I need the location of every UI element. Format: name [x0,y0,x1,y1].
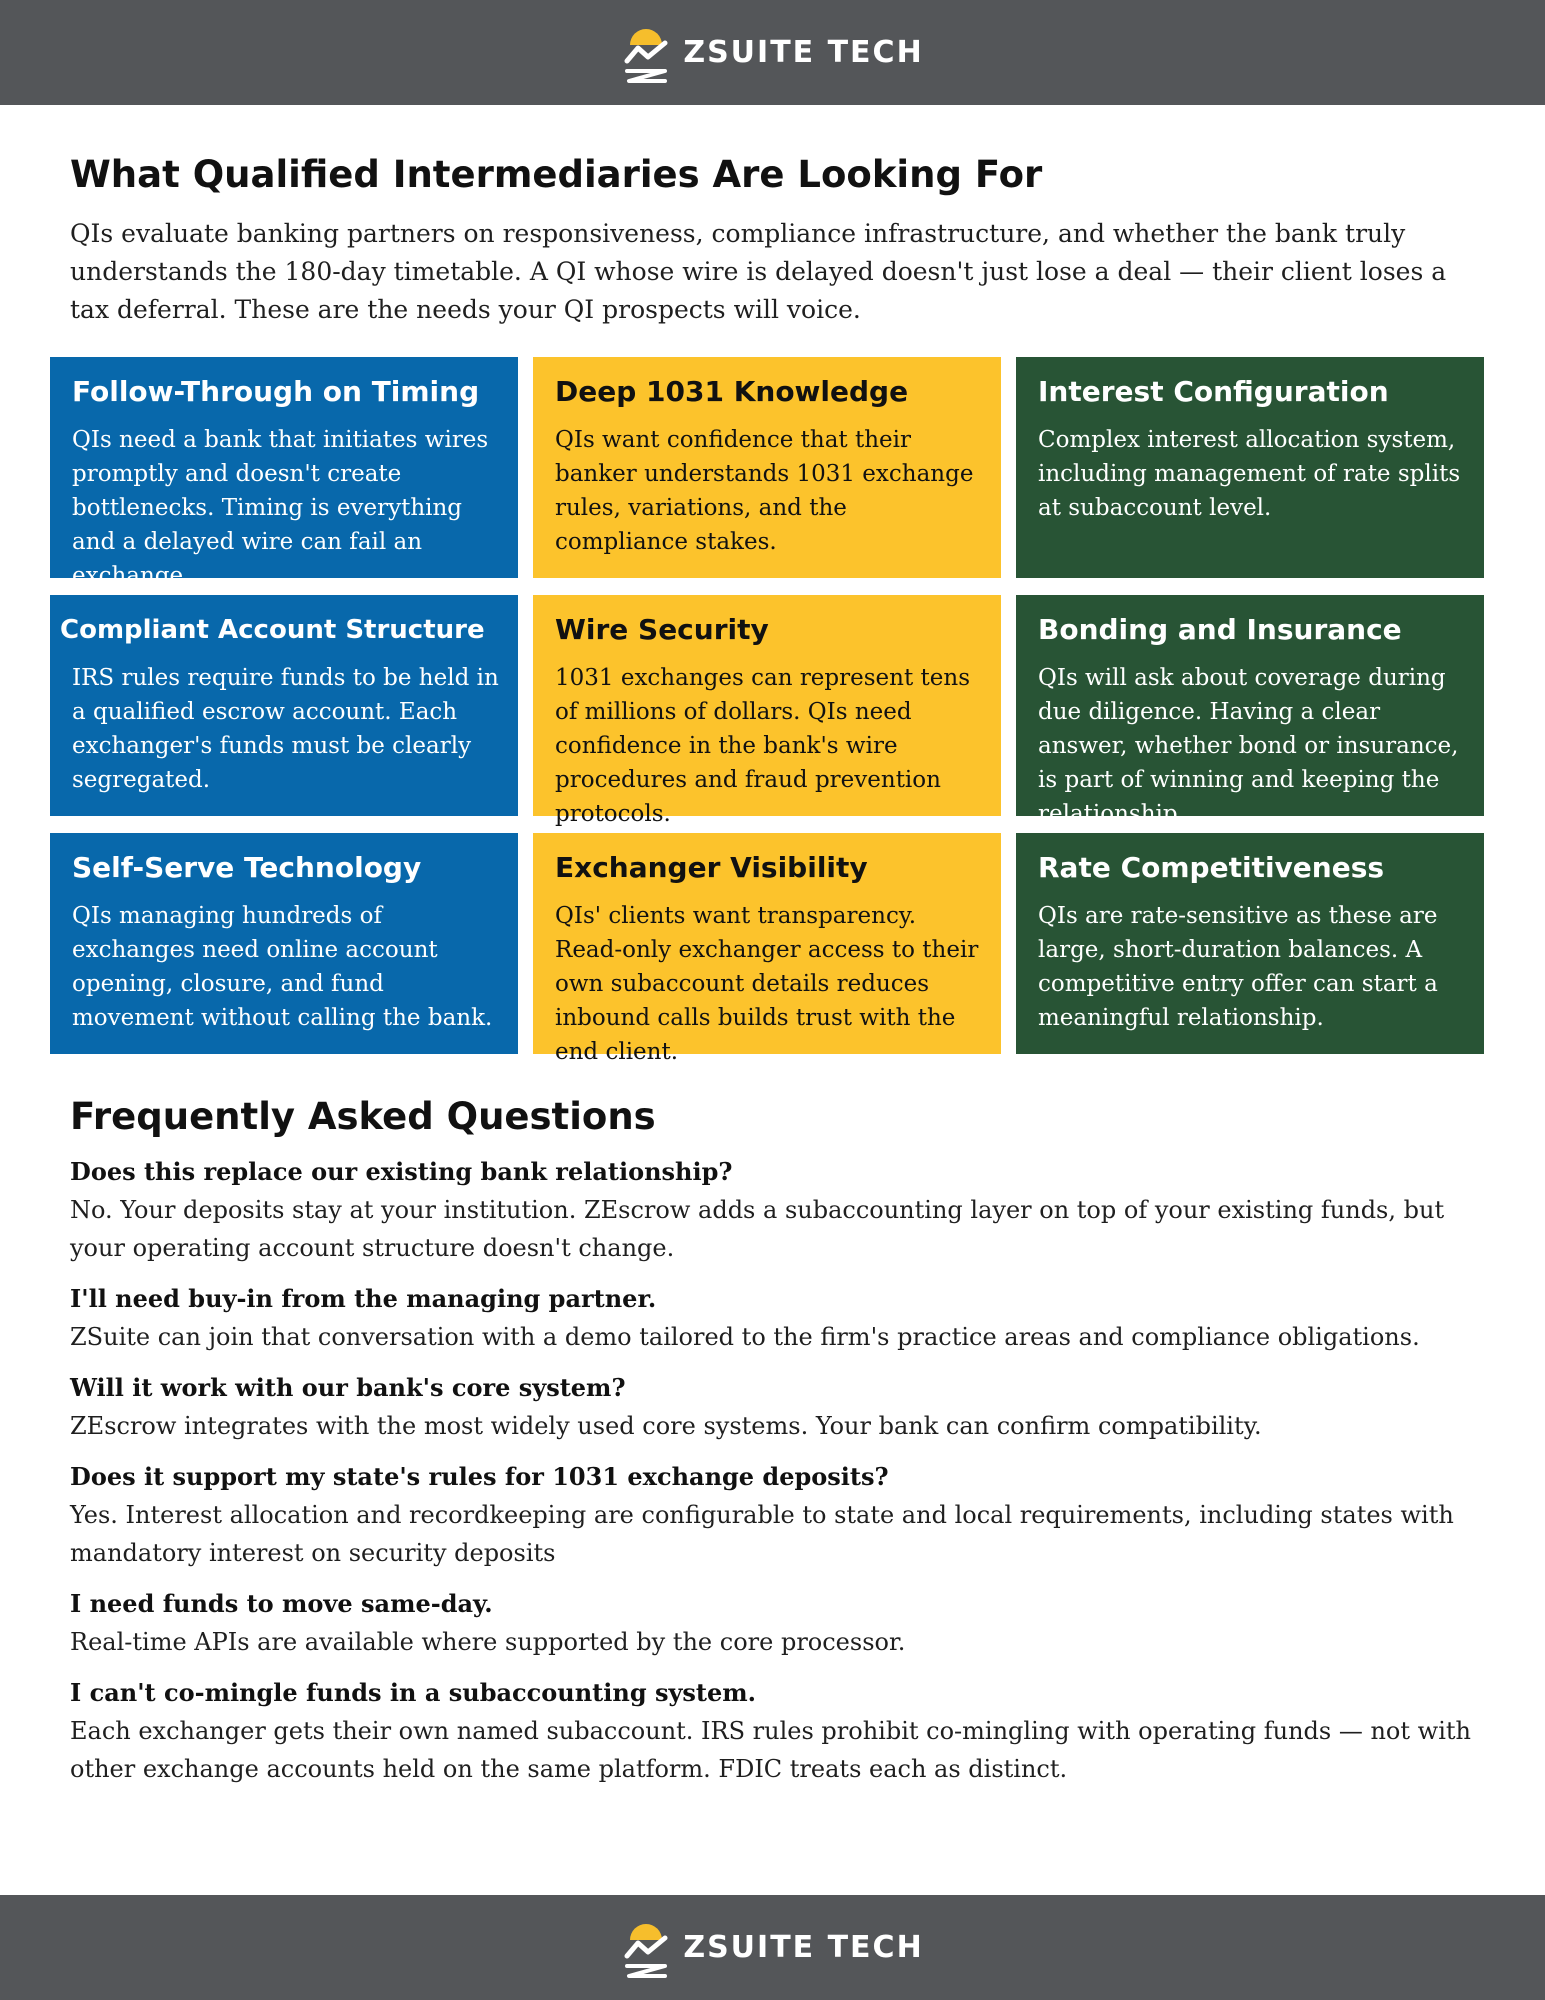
faq-answer: ZEscrow integrates with the most widely used core systems. Your bank can confirm compatibility. [70,1412,1262,1440]
card-text: IRS rules require funds to be held in a qualified escrow account. Each exchanger's funds must be clearly segregated. [72,665,499,793]
card-text: 1031 exchanges can represent tens of millions of dollars. QIs need confidence in the bank's wire procedures and fraud prevention protocols. [555,665,970,827]
qi-intro-paragraph: QIs evaluate banking partners on responsiveness, compliance infrastructure, and whether the bank truly understands the 180-day timetable. A QI whose wire is delayed doesn't just lose a deal — their client loses a tax deferral. These are the needs your QI prospects will voice. [70,219,1447,324]
header-bar [0,0,1545,105]
card-title: Interest Configuration [1038,375,1389,408]
card-self-serve-technology [50,833,518,1054]
card-bonding-insurance [1016,595,1484,827]
faq-item [70,1280,1490,1356]
faq-answer: Real-time APIs are available where supported by the core processor. [70,1628,906,1656]
faq-section-title: Frequently Asked Questions [70,1095,656,1138]
card-deep-1031-knowledge [533,357,1001,578]
qi-section-title: What Qualified Intermediaries Are Looking For [70,153,1043,196]
card-text: QIs are rate-sensitive as these are large, short-duration balances. A competitive entry offer can start a meaningful relationship. [1038,903,1438,1031]
faq-question: I'll need buy-in from the managing partner. [70,1284,657,1313]
brand-logo[interactable] [621,1916,923,1980]
card-text: QIs managing hundreds of exchanges need online account opening, closure, and fund movement without calling the bank. [72,903,493,1031]
faq-question: Does this replace our existing bank relationship? [70,1157,733,1186]
card-title: Bonding and Insurance [1038,613,1402,646]
brand-name: ZSUITE TECH [683,1930,924,1965]
card-exchanger-visibility [533,833,1001,1065]
zsuite-logo-icon [621,21,671,85]
footer-bar [0,1895,1545,2000]
zsuite-logo-icon [621,1916,671,1980]
card-text: QIs' clients want transparency. Read-only exchanger access to their own subaccount details reduces inbound calls builds trust with the end client. [555,903,979,1065]
card-text: QIs need a bank that initiates wires promptly and doesn't create bottlenecks. Timing is everything and a delayed wire can fail an exchange. [72,427,489,589]
qi-needs-grid [50,357,1484,1065]
brand-name: ZSUITE TECH [683,35,924,70]
card-title: Wire Security [555,613,769,646]
card-title: Exchanger Visibility [555,851,868,884]
faq-item [70,1458,1490,1572]
faq-answer: Each exchanger gets their own named subaccount. IRS rules prohibit co-mingling with operating funds — not with other exchange accounts held on the same platform. FDIC treats each as distinct. [70,1717,1471,1783]
faq-question: I need funds to move same-day. [70,1589,493,1618]
faq-answer: No. Your deposits stay at your institution. ZEscrow adds a subaccounting layer on top of your existing funds, but your operating account structure doesn't change. [70,1196,1445,1262]
faq-item [70,1585,1490,1661]
card-text: QIs want confidence that their banker understands 1031 exchange rules, variations, and the compliance stakes. [555,427,974,555]
faq-question: I can't co-mingle funds in a subaccounting system. [70,1678,757,1707]
card-interest-configuration [1016,357,1484,578]
card-compliant-account-structure [50,595,518,816]
faq-list [70,1153,1490,1801]
faq-item [70,1369,1490,1445]
card-title: Rate Competitiveness [1038,851,1385,884]
faq-question: Does it support my state's rules for 1031 exchange deposits? [70,1462,889,1491]
card-follow-through-timing [50,357,518,589]
faq-question: Will it work with our bank's core system? [70,1373,626,1402]
faq-item [70,1674,1490,1788]
card-text: QIs will ask about coverage during due diligence. Having a clear answer, whether bond or insurance, is part of winning and keeping the relationship. [1038,665,1459,827]
card-title: Self-Serve Technology [72,851,422,884]
card-rate-competitiveness [1016,833,1484,1054]
faq-item [70,1153,1490,1267]
card-title: Deep 1031 Knowledge [555,375,909,408]
card-text: Complex interest allocation system, including management of rate splits at subaccount level. [1038,427,1461,521]
brand-logo[interactable] [621,21,923,85]
card-title: Follow-Through on Timing [72,375,480,408]
faq-answer: Yes. Interest allocation and recordkeeping are configurable to state and local requirements, including states with mandatory interest on security deposits [70,1501,1454,1567]
card-wire-security [533,595,1001,827]
card-title: Compliant Account Structure [60,615,485,645]
faq-answer: ZSuite can join that conversation with a demo tailored to the firm's practice areas and compliance obligations. [70,1323,1420,1351]
